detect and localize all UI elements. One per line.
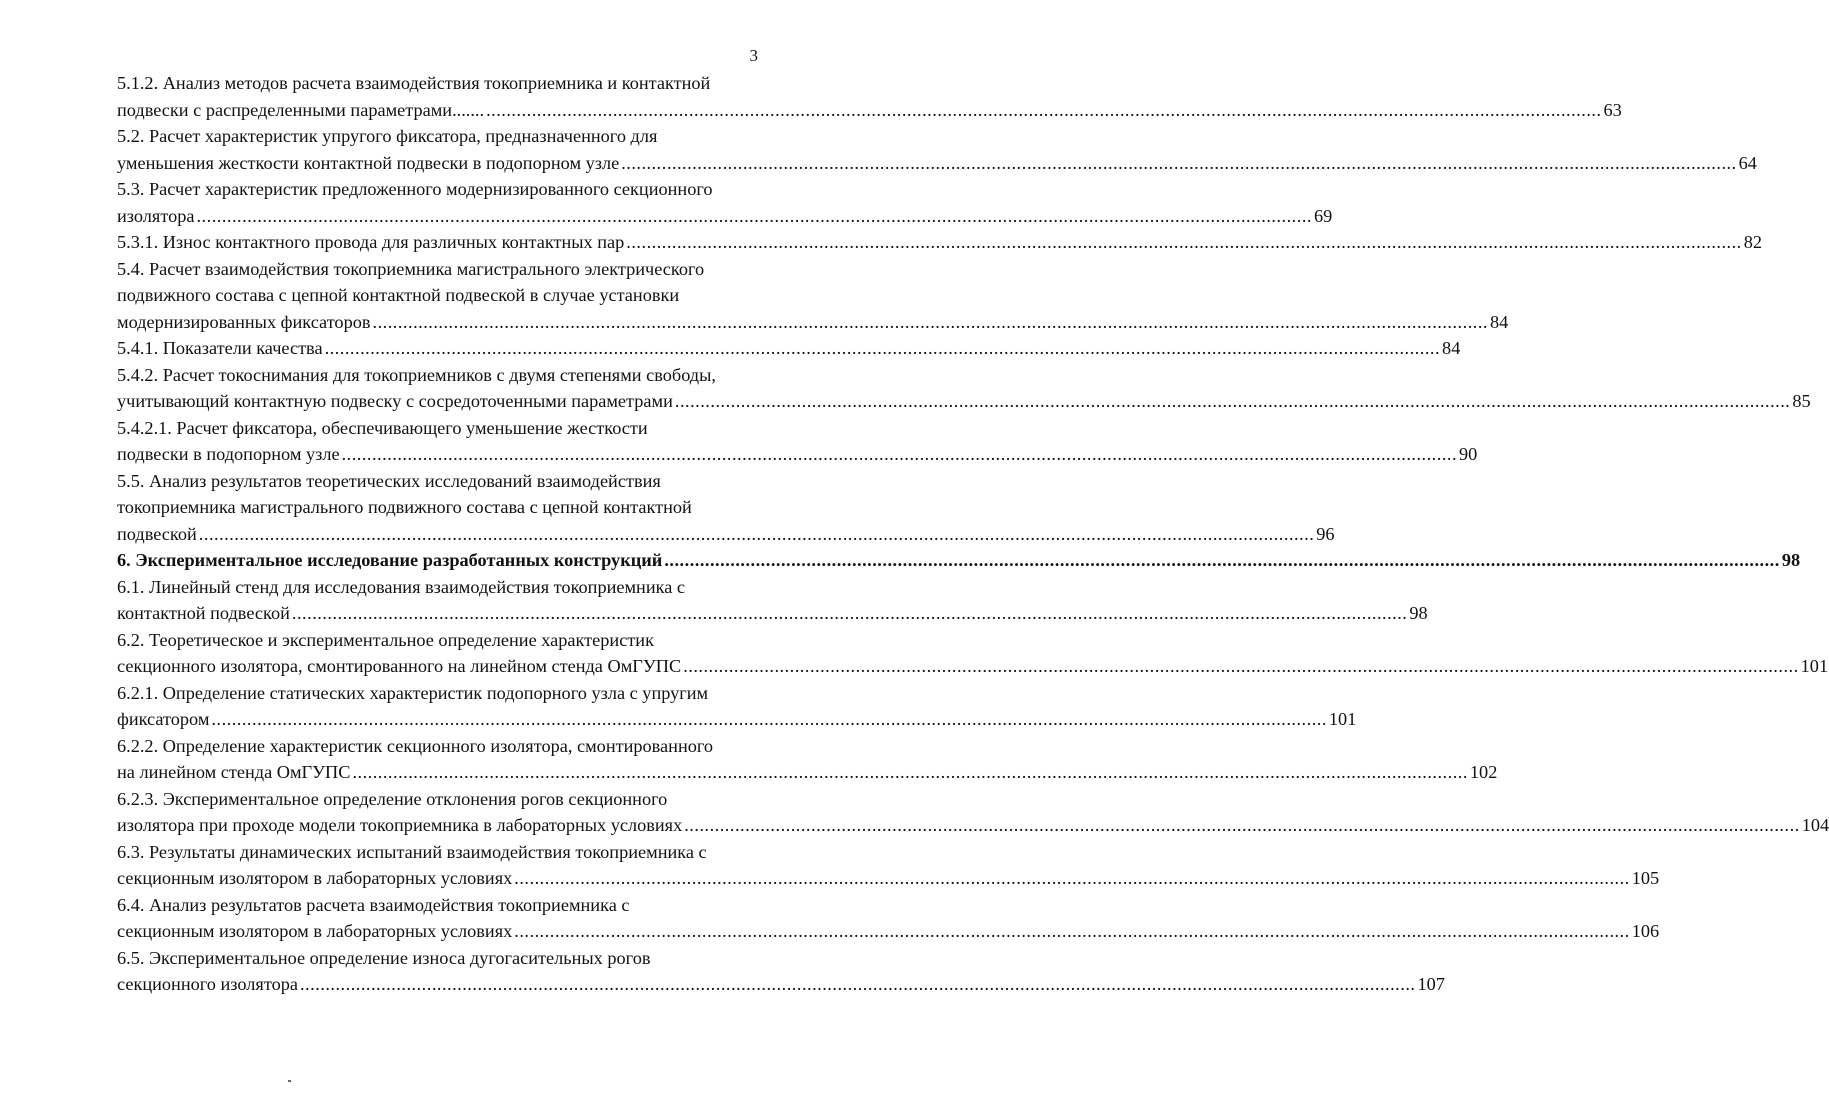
toc-entry[interactable] <box>117 70 1622 123</box>
toc-entry-title: изолятора <box>117 205 195 226</box>
toc-entry-line: 6.4. Анализ результатов расчета взаимодействия токоприемника с <box>117 894 630 915</box>
dot-leader: ............................................................................................................................................................................................................................ <box>341 444 1458 464</box>
toc-entry[interactable] <box>117 733 1498 786</box>
dot-leader: ............................................................................................................................................................................................................................ <box>664 550 1780 570</box>
toc-entry-page-number: 90 <box>1459 444 1478 464</box>
toc-entry-page-number: 102 <box>1469 762 1498 782</box>
toc-entry-line: 5.4.2.1. Расчет фиксатора, обеспечивающего уменьшение жесткости <box>117 417 648 438</box>
toc-entry-page-number: 85 <box>1792 391 1811 411</box>
toc-entry[interactable] <box>117 123 1757 176</box>
toc-entry-page-number: 69 <box>1313 205 1333 226</box>
dot-leader: ............................................................................................................................................................................................................................ <box>626 232 1742 252</box>
toc-entry-last-line <box>117 706 1357 733</box>
toc-entry-title: секционного изолятора, смонтированного на линейном стенда ОмГУПС <box>117 656 682 676</box>
toc-entry-last-line <box>117 309 1509 336</box>
toc-entry[interactable] <box>117 335 1461 362</box>
toc-entry-last-line <box>117 971 1445 998</box>
toc-entry-last-line <box>117 547 1801 574</box>
toc-entry-title: изолятора при проходе модели токоприемника в лабораторных условиях <box>117 815 683 835</box>
toc-entry-page-number: 98 <box>1781 550 1801 570</box>
toc-entry[interactable] <box>117 256 1509 336</box>
toc-entry[interactable] <box>117 547 1801 574</box>
toc-entry-title: модернизированных фиксаторов <box>117 311 371 332</box>
toc-entry-title: фиксатором <box>117 709 210 729</box>
toc-entry-line: 5.4.2. Расчет токоснимания для токоприемников с двумя степенями свободы, <box>117 364 716 385</box>
toc-entry[interactable] <box>117 229 1763 256</box>
toc-entry-title: секционным изолятором в лабораторных условиях <box>117 921 513 941</box>
dot-leader: ............................................................................................................................................................................................................................ <box>299 974 1416 994</box>
dot-leader: ............................................................................................................................................................................................................................ <box>198 523 1315 544</box>
dot-leader: ............................................................................................................................................................................................................................ <box>486 99 1602 120</box>
toc-entry-line: подвижного состава с цепной контактной подвеской в случае установки <box>117 285 680 305</box>
dot-leader: ............................................................................................................................................................................................................................ <box>352 762 1468 782</box>
toc-entry-title: уменьшения жесткости контактной подвески в подопорном узле <box>117 152 620 173</box>
toc-entry-line: 5.3. Расчет характеристик предложенного модернизированного секционного <box>117 179 713 199</box>
toc-entry[interactable] <box>117 786 1829 839</box>
toc-entry-title: подвески в подопорном узле <box>117 444 340 464</box>
dot-leader: ............................................................................................................................................................................................................................ <box>514 921 1630 941</box>
toc-entry-last-line <box>117 335 1461 362</box>
toc-entry-page-number: 64 <box>1738 152 1757 173</box>
toc-entry-title: секционного изолятора <box>117 974 298 994</box>
toc-entry-title: на линейном стенда ОмГУПС <box>117 762 351 782</box>
toc-entry-line: 5.5. Анализ результатов теоретических исследований взаимодействия <box>117 470 661 491</box>
toc-entry-line: 6.1. Линейный стенд для исследования взаимодействия токоприемника с <box>117 576 686 597</box>
toc-entry-page-number: 101 <box>1328 709 1357 729</box>
toc-entry-page-number: 106 <box>1631 921 1660 941</box>
toc-entry-last-line <box>117 812 1829 839</box>
toc-entry-line: 5.1.2. Анализ методов расчета взаимодействия токоприемника и контактной <box>117 73 711 93</box>
toc-entry-page-number: 63 <box>1603 99 1622 120</box>
toc-entry-page-number: 82 <box>1743 232 1763 252</box>
dot-leader: ............................................................................................................................................................................................................................ <box>621 152 1737 173</box>
toc-entry-line: 6.5. Экспериментальное определение износа дугогасительных рогов <box>117 947 651 968</box>
toc-entry-title: секционным изолятором в лабораторных условиях <box>117 868 513 888</box>
toc-entry-title: контактной подвеской <box>117 603 290 623</box>
toc-entry-last-line <box>117 653 1829 680</box>
toc-entry[interactable] <box>117 945 1445 998</box>
toc-entry[interactable] <box>117 362 1811 415</box>
toc-entry[interactable] <box>117 839 1660 892</box>
dot-leader: ............................................................................................................................................................................................................................ <box>514 868 1630 888</box>
toc-entry[interactable] <box>117 892 1660 945</box>
toc-entry-last-line <box>117 229 1763 256</box>
toc-entry-page-number: 104 <box>1801 815 1829 835</box>
page-number: 3 <box>749 46 758 65</box>
toc-entry-last-line <box>117 600 1428 627</box>
dot-leader: ............................................................................................................................................................................................................................ <box>291 603 1408 623</box>
dot-leader: ............................................................................................................................................................................................................................ <box>683 656 1799 676</box>
toc-entry-page-number: 107 <box>1417 974 1445 994</box>
toc-entry-last-line <box>117 388 1811 415</box>
scan-speck <box>288 1080 291 1082</box>
dot-leader: ............................................................................................................................................................................................................................ <box>211 709 1327 729</box>
table-of-contents <box>117 70 1829 998</box>
toc-entry-page-number: 84 <box>1442 338 1461 358</box>
toc-entry-line: 6.3. Результаты динамических испытаний взаимодействия токоприемника с <box>117 841 707 862</box>
toc-entry-title: подвески с распределенными параметрами....... <box>117 99 485 120</box>
dot-leader: ............................................................................................................................................................................................................................ <box>372 311 1488 332</box>
toc-entry-page-number: 98 <box>1409 603 1428 623</box>
toc-entry-line: 6.2.2. Определение характеристик секционного изолятора, смонтированного <box>117 735 714 756</box>
toc-entry-line: 5.2. Расчет характеристик упругого фиксатора, предназначенного для <box>117 126 658 146</box>
toc-entry-page-number: 84 <box>1489 311 1509 332</box>
toc-entry-title: 5.4.1. Показатели качества <box>117 338 323 358</box>
toc-entry-last-line <box>117 759 1498 786</box>
toc-entry[interactable] <box>117 574 1428 627</box>
toc-entry-title: 5.3.1. Износ контактного провода для различных контактных пар <box>117 232 625 252</box>
toc-entry[interactable] <box>117 176 1333 229</box>
toc-entry[interactable] <box>117 415 1478 468</box>
toc-entry-line: 6.2.1. Определение статических характеристик подопорного узла с упругим <box>117 682 709 703</box>
dot-leader: ............................................................................................................................................................................................................................ <box>684 815 1800 835</box>
toc-entry-last-line <box>117 865 1660 892</box>
toc-entry-title: 6. Экспериментальное исследование разработанных конструкций <box>117 550 663 570</box>
toc-entry-last-line <box>117 918 1660 945</box>
toc-entry[interactable] <box>117 468 1335 548</box>
toc-entry-last-line <box>117 521 1335 548</box>
toc-entry-line: токоприемника магистрального подвижного состава с цепной контактной <box>117 497 692 517</box>
toc-entry[interactable] <box>117 680 1357 733</box>
dot-leader: ............................................................................................................................................................................................................................ <box>196 205 1312 226</box>
toc-entry-last-line <box>117 97 1622 124</box>
toc-entry-page-number: 96 <box>1316 523 1335 544</box>
toc-entry[interactable] <box>117 627 1829 680</box>
toc-entry-last-line <box>117 203 1333 230</box>
toc-entry-line: 6.2. Теоретическое и экспериментальное определение характеристик <box>117 629 654 650</box>
toc-entry-last-line <box>117 150 1757 177</box>
toc-entry-line: 5.4. Расчет взаимодействия токоприемника магистрального электрического <box>117 258 705 279</box>
toc-entry-last-line <box>117 441 1478 468</box>
toc-entry-title: подвеской <box>117 523 197 544</box>
toc-entry-line: 6.2.3. Экспериментальное определение отклонения рогов секционного <box>117 788 668 809</box>
toc-entry-page-number: 105 <box>1631 868 1660 888</box>
toc-entry-title: учитывающий контактную подвеску с сосредоточенными параметрами <box>117 391 673 411</box>
dot-leader: ............................................................................................................................................................................................................................ <box>674 391 1791 411</box>
toc-entry-page-number: 101 <box>1800 656 1829 676</box>
dot-leader: ............................................................................................................................................................................................................................ <box>324 338 1441 358</box>
